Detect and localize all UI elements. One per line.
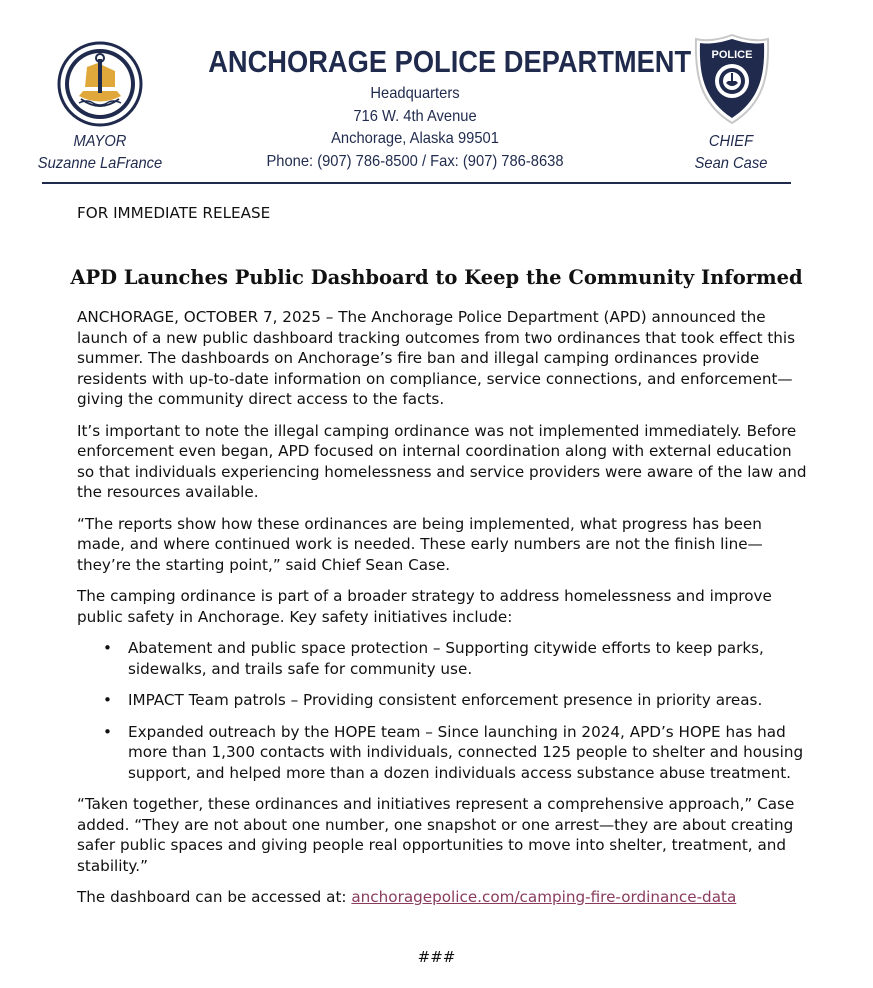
paragraph-closing-quote: “Taken together, these ordinances and initiatives represent a comprehensive approach,” Case added. “They are not about one number, one snapshot or one arrest—they are about creating safer public spaces and giving people real opportunities to move into shelter, treatment, and stability.” — [77, 795, 795, 875]
press-release-body — [77, 307, 807, 919]
hq-line: Anchorage, Alaska 99501 — [331, 130, 499, 147]
paragraph-implementation: It’s important to note the illegal camping ordinance was not implemented immediately. Before enforcement even began, APD focused on internal coordination along with external education so that individuals experiencing homelessness and service providers were aware of the law and the resources available. — [77, 421, 807, 501]
end-mark: ### — [417, 948, 456, 966]
paragraph-strategy: The camping ordinance is part of a broader strategy to address homelessness and improve public safety in Anchorage. Key safety initiatives include: — [77, 587, 772, 626]
hq-line: Phone: (907) 786-8500 / Fax: (907) 786-8638 — [266, 152, 564, 170]
paragraph-chief-quote: “The reports show how these ordinances are being implemented, what progress has been made, and where continued work is needed. These early numbers are not the finish line—they’re the starting point,” said Chief Sean Case. — [77, 514, 763, 574]
police-badge-icon — [693, 33, 771, 125]
initiatives-list — [77, 638, 807, 783]
chief-title: CHIEF — [708, 133, 754, 150]
mayor-block — [25, 131, 175, 175]
mayor-title: MAYOR — [73, 133, 127, 150]
hq-line: 716 W. 4th Avenue — [353, 107, 477, 125]
release-label: FOR IMMEDIATE RELEASE — [77, 204, 271, 222]
list-item: • IMPACT Team patrols – Providing consistent enforcement presence in priority areas. — [77, 690, 807, 711]
anchorage-city-seal-icon — [57, 41, 143, 127]
paragraph-dashboard — [77, 887, 807, 908]
chief-name: Sean Case — [694, 155, 768, 172]
list-item: • Abatement and public space protection – Supporting citywide efforts to keep parks, sidewalks, and trails safe for community use. — [77, 638, 807, 679]
mayor-name: Suzanne LaFrance — [37, 155, 163, 172]
dashboard-link[interactable]: anchoragepolice.com/camping-fire-ordinance-data — [351, 888, 737, 906]
paragraph-intro: ANCHORAGE, OCTOBER 7, 2025 – The Anchorage Police Department (APD) announced the launch of a new public dashboard tracking outcomes from two ordinances that took effect this summer. The dashboards on Anchorage’s fire ban and illegal camping ordinances provide residents with up-to-date information on compliance, service connections, and enforcement—giving the community direct access to the facts. — [77, 308, 796, 408]
chief-block — [656, 131, 806, 175]
header-divider — [42, 182, 791, 184]
headquarters-address — [180, 83, 650, 173]
list-item: • Expanded outreach by the HOPE team – Since launching in 2024, APD’s HOPE has had more than 1,300 contacts with individuals, connected 125 people to shelter and housing support, and helped more than a dozen individuals access substance abuse treatment. — [77, 722, 807, 784]
badge-text: POLICE — [711, 49, 753, 61]
dashboard-prefix: The dashboard can be accessed at: — [77, 888, 352, 906]
press-release-headline: APD Launches Public Dashboard to Keep the Community Informed — [70, 266, 803, 289]
hq-line: Headquarters — [370, 85, 460, 102]
department-name: ANCHORAGE POLICE DEPARTMENT — [208, 44, 692, 79]
